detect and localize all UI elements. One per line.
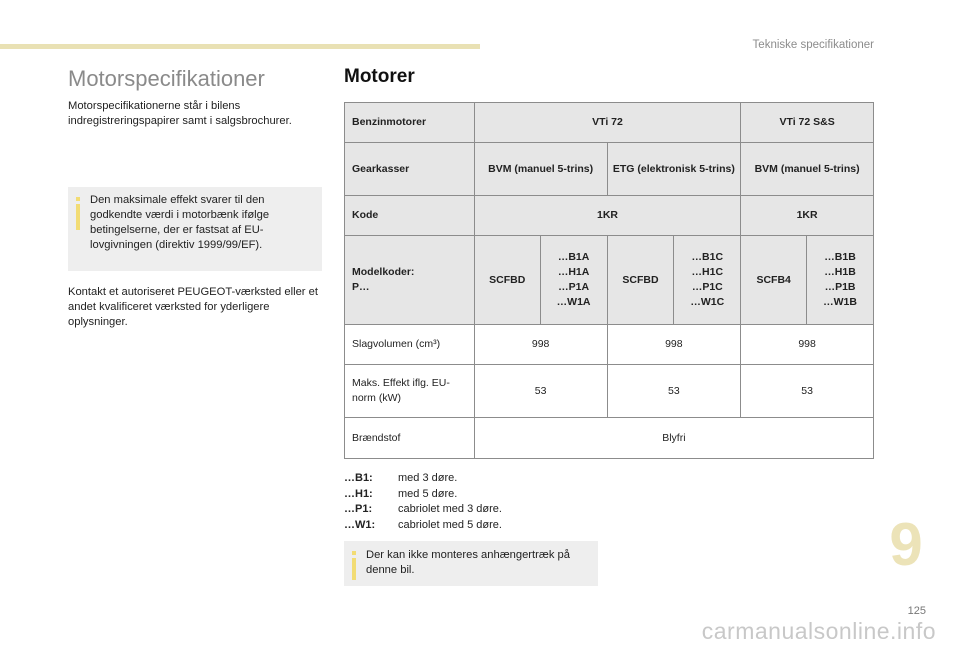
table-row: [345, 143, 874, 196]
info-note-box: [68, 187, 322, 271]
model-code-legend: [344, 471, 502, 533]
table-cell: ETG (elektronisk 5-trins): [607, 143, 741, 196]
watermark-text: carmanualsonline.info: [701, 618, 936, 644]
engine-spec-table: [344, 102, 874, 459]
table-cell: 998: [474, 325, 607, 365]
table-row: [345, 325, 874, 365]
table-row: [345, 418, 874, 459]
table-cell: Kode: [345, 196, 475, 236]
code-key: …H1:: [344, 487, 373, 500]
table-cell: Brændstof: [345, 418, 475, 459]
table-cell: SCFBD: [474, 236, 540, 325]
list-item: [344, 487, 502, 503]
code-key: …W1:: [344, 518, 376, 531]
table-cell: 998: [741, 325, 874, 365]
contact-paragraph: Kontakt et autoriseret PEUGEOT-værksted eller et andet kvalificeret værksted for yderligere oplysninger.: [68, 286, 318, 328]
top-accent-bar: [0, 44, 480, 49]
table-cell: 998: [607, 325, 741, 365]
motorer-title: Motorer: [344, 66, 415, 87]
table-cell: 53: [474, 365, 607, 418]
code-value: cabriolet med 3 døre.: [398, 503, 502, 515]
table-cell: Slagvolumen (cm³): [345, 325, 475, 365]
list-item: [344, 471, 502, 487]
table-cell: Gearkasser: [345, 143, 475, 196]
page-number: 125: [907, 605, 926, 617]
table-row: [345, 196, 874, 236]
info-icon: [76, 197, 80, 201]
code-value: med 3 døre.: [398, 472, 458, 484]
info-icon-bar: [352, 558, 356, 580]
table-cell: Benzinmotorer: [345, 103, 475, 143]
table-cell: SCFB4: [741, 236, 807, 325]
chapter-number: 9: [889, 511, 923, 578]
info-icon-bar: [76, 204, 80, 230]
table-row: [345, 236, 874, 325]
table-cell: Maks. Effekt iflg. EU-norm (kW): [345, 365, 475, 418]
left-section-title: Motorspecifikationer: [68, 66, 265, 91]
code-key: …P1:: [344, 503, 373, 515]
table-cell: …B1A …H1A …P1A …W1A: [540, 236, 607, 325]
list-item: [344, 502, 502, 518]
table-cell: SCFBD: [607, 236, 674, 325]
towbar-note-box: [344, 541, 598, 586]
table-cell: 1KR: [741, 196, 874, 236]
table-cell: 53: [607, 365, 741, 418]
table-cell: 1KR: [474, 196, 740, 236]
table-cell: BVM (manuel 5-trins): [741, 143, 874, 196]
table-cell: 53: [741, 365, 874, 418]
table-cell: Modelkoder: P…: [345, 236, 475, 325]
list-item: [344, 518, 502, 534]
table-cell: …B1C …H1C …P1C …W1C: [674, 236, 741, 325]
table-row: [345, 365, 874, 418]
table-cell: VTi 72: [474, 103, 740, 143]
intro-paragraph: Motorspecifikationerne står i bilens indregistreringspapirer samt i salgsbrochurer.: [68, 100, 292, 127]
code-value: med 5 døre.: [398, 487, 458, 500]
info-icon: [352, 551, 356, 555]
table-cell: …B1B …H1B …P1B …W1B: [807, 236, 874, 325]
info-note-text: Den maksimale effekt svarer til den godkendte værdi i motorbænk ifølge betingelserne, der er fastsat af EU-lovgivningen (direktiv 1999/99/EF).: [90, 194, 270, 251]
table-cell: VTi 72 S&S: [741, 103, 874, 143]
table-cell: BVM (manuel 5-trins): [474, 143, 607, 196]
code-value: cabriolet med 5 døre.: [398, 518, 502, 531]
table-cell: Blyfri: [474, 418, 873, 459]
towbar-note-text: Der kan ikke monteres anhængertræk på denne bil.: [366, 549, 570, 576]
table-row: [345, 103, 874, 143]
code-key: …B1:: [344, 472, 373, 484]
section-header-title: Tekniske specifikationer: [752, 39, 874, 51]
